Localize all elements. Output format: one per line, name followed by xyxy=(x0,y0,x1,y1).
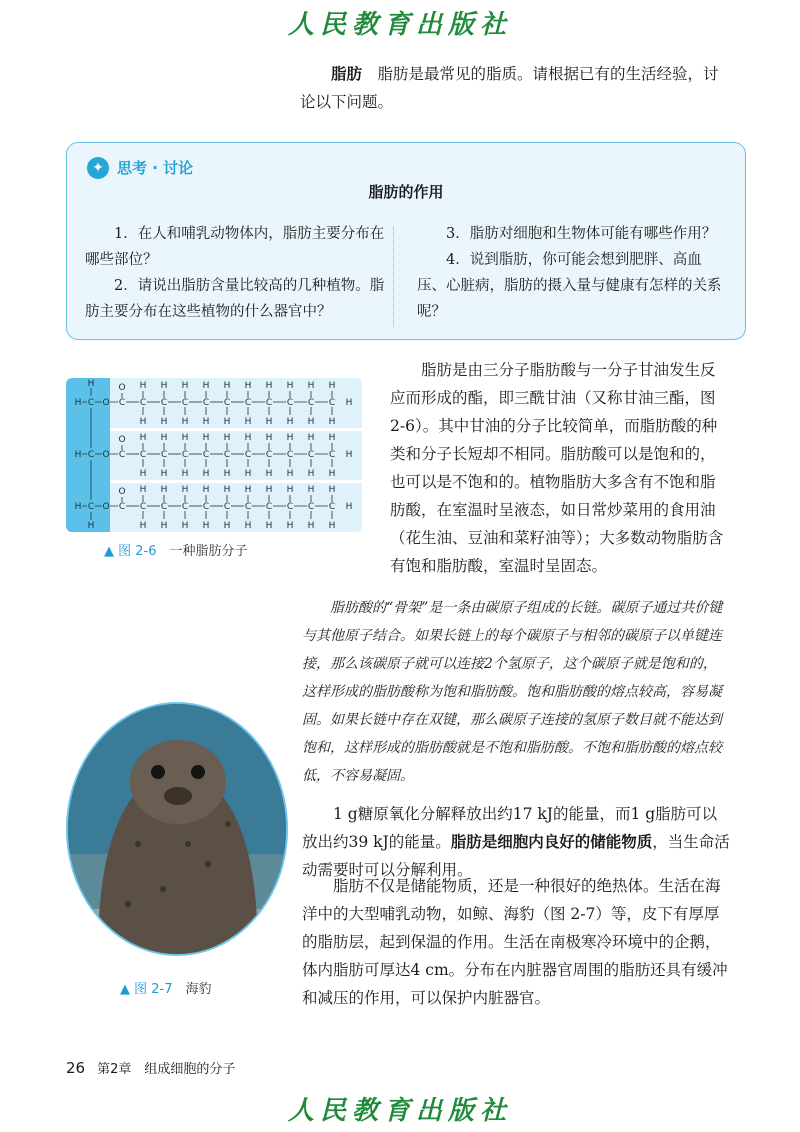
hydrogen-atom: H xyxy=(181,417,189,427)
hydrogen-atom: H xyxy=(202,521,210,531)
oxygen-atom: O xyxy=(118,487,126,497)
hydrogen-atom: H xyxy=(202,417,210,427)
hydrogen-atom: H xyxy=(265,469,273,479)
hydrogen-atom: H xyxy=(181,381,189,391)
hydrogen-atom: H xyxy=(202,381,210,391)
carbon-atom: C xyxy=(307,450,315,460)
carbon-atom: C xyxy=(118,450,126,460)
carbon-atom: C xyxy=(244,450,252,460)
carbon-atom: C xyxy=(265,398,273,408)
hydrogen-atom: H xyxy=(74,398,82,408)
oxygen-atom: O xyxy=(102,502,110,512)
hydrogen-atom: H xyxy=(328,433,336,443)
carbon-atom: C xyxy=(202,450,210,460)
oxygen-atom: O xyxy=(118,435,126,445)
hydrogen-atom: H xyxy=(74,450,82,460)
hydrogen-atom: H xyxy=(223,485,231,495)
carbon-atom: C xyxy=(286,398,294,408)
hydrogen-atom: H xyxy=(286,485,294,495)
page-footer xyxy=(66,1058,235,1077)
hydrogen-atom: H xyxy=(139,485,147,495)
question-4: 4．说到脂肪，你可能会想到肥胖、高血压、心脏病，脂肪的摄入量与健康有怎样的关系呢？ xyxy=(417,252,722,320)
carbon-atom: C xyxy=(87,398,95,408)
carbon-atom: C xyxy=(118,502,126,512)
question-1: 1．在人和哺乳动物体内，脂肪主要分布在哪些部位？ xyxy=(85,226,385,268)
carbon-atom: C xyxy=(87,450,95,460)
hydrogen-atom: H xyxy=(223,433,231,443)
page-number: 26 xyxy=(66,1059,86,1077)
hydrogen-atom: H xyxy=(160,381,168,391)
hydrogen-atom: H xyxy=(223,381,231,391)
hydrogen-atom: H xyxy=(328,469,336,479)
hydrogen-atom: H xyxy=(244,381,252,391)
discussion-box xyxy=(66,142,746,340)
hydrogen-atom: H xyxy=(160,469,168,479)
hydrogen-atom: H xyxy=(307,433,315,443)
figure-2-7-caption: ▲ 图 2-7 海豹 xyxy=(120,982,212,997)
chain-separator xyxy=(110,428,362,431)
carbon-atom: C xyxy=(286,450,294,460)
hydrogen-atom: H xyxy=(202,433,210,443)
insulation-paragraph: 脂肪不仅是储能物质，还是一种很好的绝热体。生活在海洋中的大型哺乳动物，如鲸、海豹（图 2-7）等，皮下有厚厚的脂肪层，起到保温的作用。生活在南极寒冷环境中的企鹅，体内脂肪可厚达4 cm。分布在内脏器官周围的脂肪还具有缓冲和减压的作用，可以保护内脏器官。 xyxy=(302,877,728,1007)
carbon-atom: C xyxy=(286,502,294,512)
fat-structure-paragraph: 脂肪是由三分子脂肪酸与一分子甘油发生反应而形成的酯，即三酰甘油（又称甘油三酯，图 2-6）。其中甘油的分子比较简单，而脂肪酸的种类和分子长短却不相同。脂肪酸可以是饱和的，也可以是不饱和的。植物脂肪大多含有不饱和脂肪酸，在室温时呈液态，如日常炒菜用的食用油（花生油、豆油和菜籽油等）；大多数动物脂肪含有饱和脂肪酸，室温时呈固态。 xyxy=(390,361,724,575)
carbon-atom: C xyxy=(223,450,231,460)
hydrogen-atom: H xyxy=(307,521,315,531)
seal-illustration xyxy=(68,704,286,954)
intro-term: 脂肪 xyxy=(331,65,363,83)
intro-text: 脂肪是最常见的脂质。请根据已有的生活经验，讨论以下问题。 xyxy=(300,65,719,111)
hydrogen-atom: H xyxy=(244,469,252,479)
hydrogen-atom: H xyxy=(139,381,147,391)
carbon-atom: C xyxy=(328,502,336,512)
hydrogen-atom: H xyxy=(74,502,82,512)
hydrogen-atom: H xyxy=(328,381,336,391)
hydrogen-atom: H xyxy=(345,398,353,408)
hydrogen-atom: H xyxy=(265,417,273,427)
hydrogen-atom: H xyxy=(181,469,189,479)
seal-photo xyxy=(66,702,288,956)
hydrogen-atom: H xyxy=(202,469,210,479)
hydrogen-atom: H xyxy=(160,417,168,427)
hydrogen-atom: H xyxy=(265,433,273,443)
carbon-atom: C xyxy=(87,502,95,512)
hydrogen-atom: H xyxy=(181,485,189,495)
hydrogen-atom: H xyxy=(244,521,252,531)
hydrogen-atom: H xyxy=(181,433,189,443)
carbon-atom: C xyxy=(223,502,231,512)
questions-left xyxy=(85,221,385,325)
hydrogen-atom: H xyxy=(328,417,336,427)
hydrogen-atom: H xyxy=(139,469,147,479)
carbon-atom: C xyxy=(328,398,336,408)
hydrogen-atom: H xyxy=(87,379,95,389)
chapter-label: 第2章 xyxy=(97,1062,132,1077)
discussion-title: 脂肪的作用 xyxy=(368,183,444,201)
hydrogen-atom: H xyxy=(160,433,168,443)
carbon-atom: C xyxy=(181,398,189,408)
chapter-title: 组成细胞的分子 xyxy=(144,1062,236,1077)
oxygen-atom: O xyxy=(102,450,110,460)
hydrogen-atom: H xyxy=(286,521,294,531)
hydrogen-atom: H xyxy=(223,417,231,427)
carbon-atom: C xyxy=(202,398,210,408)
carbon-atom: C xyxy=(160,398,168,408)
hydrogen-atom: H xyxy=(160,521,168,531)
discussion-label: 思考 · 讨论 xyxy=(117,159,194,177)
hydrogen-atom: H xyxy=(345,450,353,460)
hydrogen-atom: H xyxy=(307,485,315,495)
carbon-atom: C xyxy=(118,398,126,408)
oxygen-atom: O xyxy=(118,383,126,393)
hydrogen-atom: H xyxy=(244,485,252,495)
carbon-atom: C xyxy=(139,398,147,408)
hydrogen-atom: H xyxy=(160,485,168,495)
hydrogen-atom: H xyxy=(286,381,294,391)
hydrogen-atom: H xyxy=(328,521,336,531)
figure-2-6-caption: ▲ 图 2-6 一种脂肪分子 xyxy=(104,544,248,559)
carbon-atom: C xyxy=(139,502,147,512)
hydrogen-atom: H xyxy=(286,433,294,443)
hydrogen-atom: H xyxy=(307,381,315,391)
carbon-atom: C xyxy=(160,450,168,460)
question-3: 3．脂肪对细胞和生物体可能有哪些作用？ xyxy=(446,226,717,242)
fat-molecule-figure xyxy=(66,378,362,532)
chain-separator xyxy=(110,480,362,483)
hydrogen-atom: H xyxy=(286,417,294,427)
carbon-atom: C xyxy=(244,398,252,408)
hydrogen-atom: H xyxy=(265,485,273,495)
hydrogen-atom: H xyxy=(244,433,252,443)
publisher-logo-top: 人民教育出版社 xyxy=(287,10,512,40)
energy-paragraph: 1 g糖原氧化分解释放出约17 kJ的能量，而1 g脂肪可以放出约39 kJ的能量。脂肪是细胞内良好的储能物质，当生命活动需要时可以分解利用。 xyxy=(302,805,730,879)
carbon-atom: C xyxy=(265,502,273,512)
fatty-acid-note: 脂肪酸的“骨架”是一条由碳原子组成的长链。碳原子通过共价键与其他原子结合。如果长链上的每个碳原子与相邻的碳原子以单键连接，那么该碳原子就可以连接2个氢原子，这个碳原子就是饱和的，这样形成的脂肪酸称为饱和脂肪酸。饱和脂肪酸的熔点较高，容易凝固。如果长链中存在双键，那么碳原子连接的氢原子数目就不能达到饱和，这样形成的脂肪酸就是不饱和脂肪酸。不饱和脂肪酸的熔点较低，不容易凝固。 xyxy=(302,600,723,784)
intro-paragraph xyxy=(300,60,730,116)
hydrogen-atom: H xyxy=(87,521,95,531)
hydrogen-atom: H xyxy=(265,521,273,531)
fat-molecule-structure xyxy=(66,378,362,532)
carbon-atom: C xyxy=(202,502,210,512)
hydrogen-atom: H xyxy=(265,381,273,391)
hydrogen-atom: H xyxy=(139,433,147,443)
hydrogen-atom: H xyxy=(139,417,147,427)
carbon-atom: C xyxy=(307,502,315,512)
hydrogen-atom: H xyxy=(223,469,231,479)
carbon-atom: C xyxy=(328,450,336,460)
carbon-atom: C xyxy=(223,398,231,408)
carbon-atom: C xyxy=(244,502,252,512)
hydrogen-atom: H xyxy=(181,521,189,531)
carbon-atom: C xyxy=(181,502,189,512)
hydrogen-atom: H xyxy=(345,502,353,512)
energy-storage-highlight: 脂肪是细胞内良好的储能物质 xyxy=(450,833,653,851)
question-2: 2．请说出脂肪含量比较高的几种植物。脂肪主要分布在这些植物的什么器官中？ xyxy=(85,278,385,320)
questions-right xyxy=(417,221,727,325)
hydrogen-atom: H xyxy=(244,417,252,427)
hydrogen-atom: H xyxy=(286,469,294,479)
column-divider xyxy=(393,227,394,327)
hydrogen-atom: H xyxy=(139,521,147,531)
carbon-atom: C xyxy=(265,450,273,460)
publisher-logo-bottom: 人民教育出版社 xyxy=(287,1096,512,1126)
carbon-atom: C xyxy=(307,398,315,408)
carbon-atom: C xyxy=(139,450,147,460)
oxygen-atom: O xyxy=(102,398,110,408)
hydrogen-atom: H xyxy=(307,469,315,479)
lightbulb-icon: ✦ xyxy=(87,157,109,179)
hydrogen-atom: H xyxy=(202,485,210,495)
carbon-atom: C xyxy=(181,450,189,460)
hydrogen-atom: H xyxy=(307,417,315,427)
hydrogen-atom: H xyxy=(328,485,336,495)
carbon-atom: C xyxy=(160,502,168,512)
hydrogen-atom: H xyxy=(223,521,231,531)
